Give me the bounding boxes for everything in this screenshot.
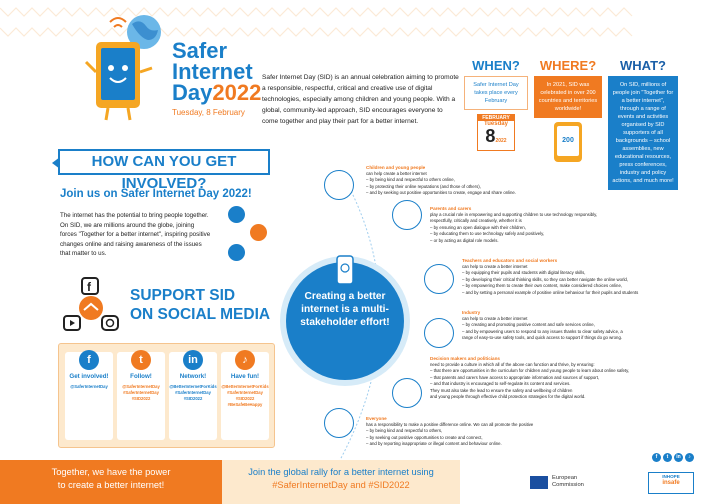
when-title: WHEN?: [472, 58, 520, 73]
phone-hand-icon: [330, 254, 360, 294]
linkedin-icon: in: [183, 350, 203, 370]
footer-slogan: Together, we have the power to create a better internet!: [0, 460, 222, 504]
parents-icon: [392, 200, 422, 230]
social-card-tiktok[interactable]: ♪ Have fun! @BetterInternetForKids #SaferInternetDay #SID2022 #BeSafeBeHappy: [221, 352, 269, 440]
footer-facebook-icon[interactable]: f: [652, 453, 661, 462]
how-involved-heading: HOW CAN YOU GET INVOLVED?: [58, 149, 270, 175]
inhope-insafe-logo: INHOPE insafe: [648, 472, 694, 494]
section-everyone: Everyone has a responsibility to make a positive difference online. We can all promote the positive – by being kind and respectful to others, – by seeking out positive opportunities to create and connect, – and by reporting inappropriate or illegal content and behaviour online.: [366, 416, 534, 447]
footer-tiktok-icon[interactable]: ♪: [685, 453, 694, 462]
facebook-icon: f: [79, 350, 99, 370]
social-card-twitter[interactable]: t Follow! @SaferInternetDay #SaferInternetDay #SID2022: [117, 352, 165, 440]
person-icon: [228, 206, 245, 223]
support-heading: SUPPORT SID ON SOCIAL MEDIA: [130, 287, 271, 323]
politicians-icon: [392, 378, 422, 408]
when-block: [464, 58, 528, 151]
center-circle: [286, 262, 404, 380]
footer-twitter-icon[interactable]: t: [663, 453, 672, 462]
person-icon: [228, 244, 245, 261]
tiktok-icon: ♪: [235, 350, 255, 370]
teachers-icon: [424, 264, 454, 294]
social-media-panel: [58, 343, 275, 448]
when-text: Safer Internet Day takes place every February: [464, 76, 528, 110]
mascot-illustration: [80, 12, 170, 124]
section-teachers: Teachers and educators and social workers can help to create a better internet – by equipping their pupils and students with digital literacy skills, – by developing their critical thinking skills, so they can better navigate the online world, – by empowering them to create their own content, make considered choices online, – and by setting a personal example of positive online behaviour for their pupils and students: [462, 258, 639, 295]
calendar-icon: FEBRUARY Tuesday 82022: [477, 114, 515, 151]
social-share-icon: [62, 276, 120, 334]
logo-title: Safer Internet Day2022: [172, 38, 262, 105]
footer-rally: Join the global rally for a better internet using #SaferInternetDay and #SID2022: [222, 460, 460, 504]
european-commission-logo: European Commission: [552, 475, 584, 488]
section-children: Children and young people can help create a better internet – by being kind and respectful to others online, – by protecting their online reputations (and those of others), – and by seeking out positive opportunities to create, engage and share online.: [366, 165, 517, 196]
social-card-facebook[interactable]: f Get involved! @SaferInternetDay: [65, 352, 113, 440]
section-decision-makers: Decision makers and politicians need to provide a culture in which all of the above can function and thrive, by ensuring: – that there are opportunities in the curriculum for children and young people to learn about online safety, – that parents and carers have access to appropriate information and sources of support, – and that industry is encouraged to self-regulate its content and services. They must also take the lead to ensure the safety and wellbeing of children and young people through effective child protection strategies for the digital world.: [430, 356, 630, 400]
what-text: On SID, millions of people join "Together for a better internet", through a range of events and activities organised by SID supporters of all backgrounds – school assemblies, new educational resources, press conferences, industry and policy actions, and much more!: [608, 76, 678, 190]
join-heading: Join us on Safer Internet Day 2022!: [60, 188, 252, 200]
where-title: WHERE?: [539, 58, 597, 73]
children-icon: [324, 170, 354, 200]
join-paragraph: The internet has the potential to bring people together. On SID, we are millions around the globe, joining forces "Together for a better internet", inspiring positive changes online and raising awareness of the issues that matter to us.: [60, 212, 211, 258]
what-title: WHAT?: [620, 58, 666, 73]
social-card-linkedin[interactable]: in Network! @BetterInternetForKids #SaferInternetDay #SID2022: [169, 352, 217, 440]
tablet-200-icon: 200: [554, 122, 582, 162]
person-icon: [250, 224, 267, 241]
eu-flag-icon: [530, 476, 548, 489]
footer-linkedin-icon[interactable]: in: [674, 453, 683, 462]
where-block: [534, 58, 602, 162]
svg-text:f: f: [87, 280, 91, 294]
section-industry: Industry can help to create a better internet – by creating and promoting positive content and safe services online, – and by empowering users to respond to any issues thanks to clear safety advice, a range of easy-to-use safety tools, and quick access to support if things do go wrong.: [462, 310, 623, 341]
intro-paragraph: Safer Internet Day (SID) is an annual celebration aiming to promote a responsible, respectful, critical and creative use of digital technologies, especially among children and young people. With a global, community-led approach, SID encourages everyone to come together and play their part for a better internet.: [262, 74, 459, 125]
everyone-icon: [324, 408, 354, 438]
where-text: In 2021, SID was celebrated in over 200 countries and territories worldwide!: [534, 76, 602, 118]
industry-gear-icon: [424, 318, 454, 348]
event-date: Tuesday, 8 February: [172, 108, 245, 117]
section-parents: Parents and carers play a crucial role in empowering and supporting children to use technology responsibly, respectfully, critically and creatively, whether it is – by ensuring an open dialogue with their children, – by educating them to use technology safely and positively, – or by acting as digital role models.: [430, 206, 598, 243]
center-text: Creating a better internet is a multi-stakeholder effort!: [300, 291, 390, 328]
twitter-icon: t: [131, 350, 151, 370]
